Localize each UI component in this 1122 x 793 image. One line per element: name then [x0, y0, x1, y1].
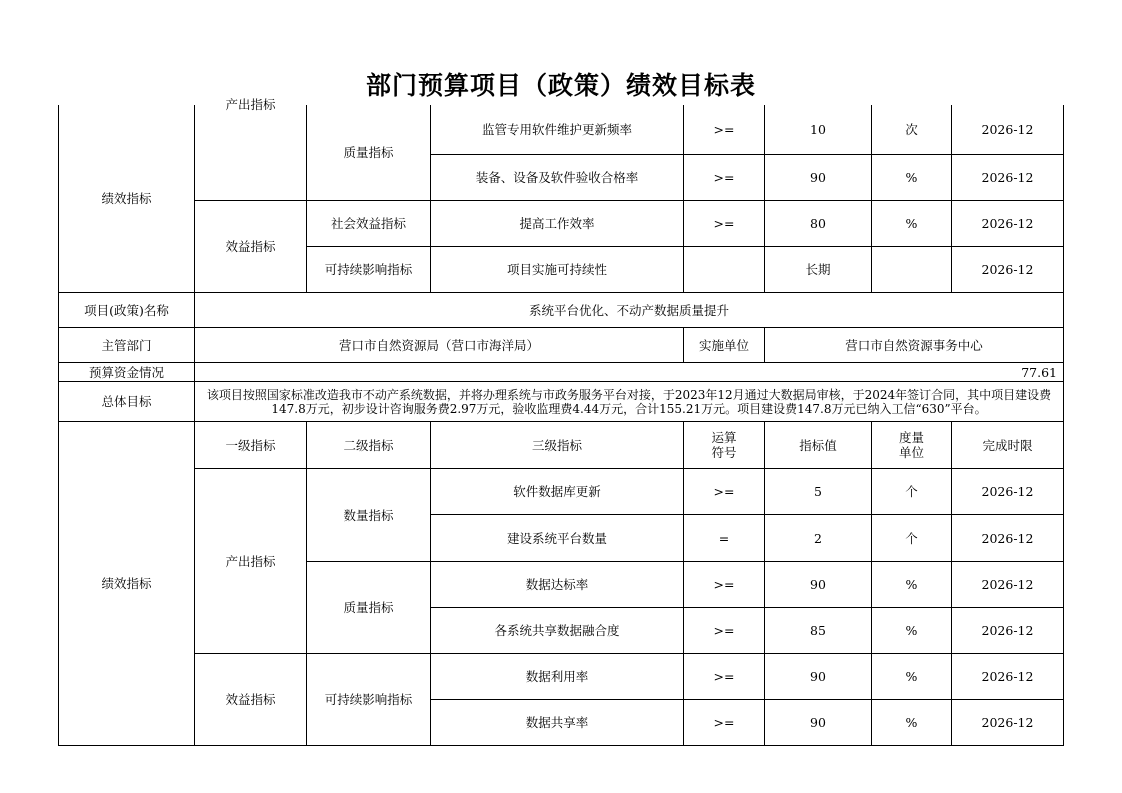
- b2-row6-unit: %: [871, 699, 952, 746]
- header-value: 指标值: [764, 421, 872, 469]
- header-unit: 度量 单位: [871, 421, 952, 469]
- b1-row2-value: 90: [764, 154, 872, 201]
- perf-indicator-label-2: 绩效指标: [58, 421, 195, 746]
- b2-row1-value: 5: [764, 468, 872, 515]
- perf-indicator-label-1: 绩效指标: [58, 105, 195, 293]
- budget-label: 预算资金情况: [58, 362, 195, 382]
- b1-row3-level3: 提高工作效率: [430, 200, 684, 247]
- b1-row3-value: 80: [764, 200, 872, 247]
- b1-row2-level3: 装备、设备及软件验收合格率: [430, 154, 684, 201]
- level1-output: 产出指标: [194, 468, 307, 654]
- b1-row1-level3: 监管专用软件维护更新频率: [430, 105, 684, 155]
- dept-value: 营口市自然资源局（营口市海洋局）: [194, 327, 684, 363]
- b2-row5-level3: 数据利用率: [430, 653, 684, 700]
- b2-row5-value: 90: [764, 653, 872, 700]
- header-deadline: 完成时限: [951, 421, 1064, 469]
- level2-quantity: 数量指标: [306, 468, 431, 562]
- b1-row1-value: 10: [764, 105, 872, 155]
- b2-row6-deadline: 2026-12: [951, 699, 1064, 746]
- b1-row1-op: >=: [683, 105, 765, 155]
- b2-row1-deadline: 2026-12: [951, 468, 1064, 515]
- header-level1: 一级指标: [194, 421, 307, 469]
- b2-row3-unit: %: [871, 561, 952, 608]
- b2-row4-value: 85: [764, 607, 872, 654]
- b1-row4-level2: 可持续影响指标: [306, 246, 431, 293]
- b2-row2-unit: 个: [871, 514, 952, 562]
- b1-row4-level3: 项目实施可持续性: [430, 246, 684, 293]
- b2-row5-unit: %: [871, 653, 952, 700]
- b2-row4-op: >=: [683, 607, 765, 654]
- dept-label: 主管部门: [58, 327, 195, 363]
- b2-row6-op: >=: [683, 699, 765, 746]
- b1-row3-op: >=: [683, 200, 765, 247]
- header-level3: 三级指标: [430, 421, 684, 469]
- project-name-value: 系统平台优化、不动产数据质量提升: [194, 292, 1064, 328]
- performance-table: [58, 97, 1064, 746]
- b2-row1-unit: 个: [871, 468, 952, 515]
- b1-row2-op: >=: [683, 154, 765, 201]
- b2-row2-value: 2: [764, 514, 872, 562]
- header-operator: 运算 符号: [683, 421, 765, 469]
- b1-row4-value: 长期: [764, 246, 872, 293]
- goal-value: 该项目按照国家标准改造我市不动产系统数据，并将办理系统与市政务服务平台对接，于2023年12月通过大数据局审核，于2024年签订合同，其中项目建设费147.8万元，初步设计咨询服务费2.97万元，验收监理费4.44万元，合计155.21万元。项目建设费147.8万元已纳入工信“630”平台。: [194, 381, 1064, 422]
- b2-row2-op: =: [683, 514, 765, 562]
- b1-row2-unit: %: [871, 154, 952, 201]
- level1-benefit-1: 效益指标: [194, 200, 307, 293]
- b1-row1-unit: 次: [871, 105, 952, 155]
- level2-quality-1: 质量指标: [306, 105, 431, 201]
- b2-row5-op: >=: [683, 653, 765, 700]
- b2-row6-value: 90: [764, 699, 872, 746]
- b2-row1-op: >=: [683, 468, 765, 515]
- b2-row1-level3: 软件数据库更新: [430, 468, 684, 515]
- b2-row6-level3: 数据共享率: [430, 699, 684, 746]
- b1-row3-level2: 社会效益指标: [306, 200, 431, 247]
- b1-row3-unit: %: [871, 200, 952, 247]
- impl-value: 营口市自然资源事务中心: [764, 327, 1064, 363]
- impl-label: 实施单位: [683, 327, 765, 363]
- b2-row3-value: 90: [764, 561, 872, 608]
- b2-row2-deadline: 2026-12: [951, 514, 1064, 562]
- b1-row4-unit: [871, 246, 952, 293]
- b2-row3-level3: 数据达标率: [430, 561, 684, 608]
- b2-row5-deadline: 2026-12: [951, 653, 1064, 700]
- b2-row2-level3: 建设系统平台数量: [430, 514, 684, 562]
- b1-row2-deadline: 2026-12: [951, 154, 1064, 201]
- b2-row4-unit: %: [871, 607, 952, 654]
- goal-label: 总体目标: [58, 381, 195, 422]
- header-level2: 二级指标: [306, 421, 431, 469]
- b2-row3-deadline: 2026-12: [951, 561, 1064, 608]
- b2-row4-level3: 各系统共享数据融合度: [430, 607, 684, 654]
- b1-row1-deadline: 2026-12: [951, 105, 1064, 155]
- b1-row3-deadline: 2026-12: [951, 200, 1064, 247]
- b1-row4-deadline: 2026-12: [951, 246, 1064, 293]
- page-title: 部门预算项目（政策）绩效目标表: [365, 71, 756, 100]
- b2-row4-deadline: 2026-12: [951, 607, 1064, 654]
- b2-row3-op: >=: [683, 561, 765, 608]
- project-name-label: 项目(政策)名称: [58, 292, 195, 328]
- level1-output-partial: 产出指标: [194, 105, 307, 201]
- b1-row4-op: [683, 246, 765, 293]
- level2-quality-2: 质量指标: [306, 561, 431, 654]
- level2-sustain: 可持续影响指标: [306, 653, 431, 746]
- budget-value: 77.61: [194, 362, 1064, 382]
- level1-benefit-2: 效益指标: [194, 653, 307, 746]
